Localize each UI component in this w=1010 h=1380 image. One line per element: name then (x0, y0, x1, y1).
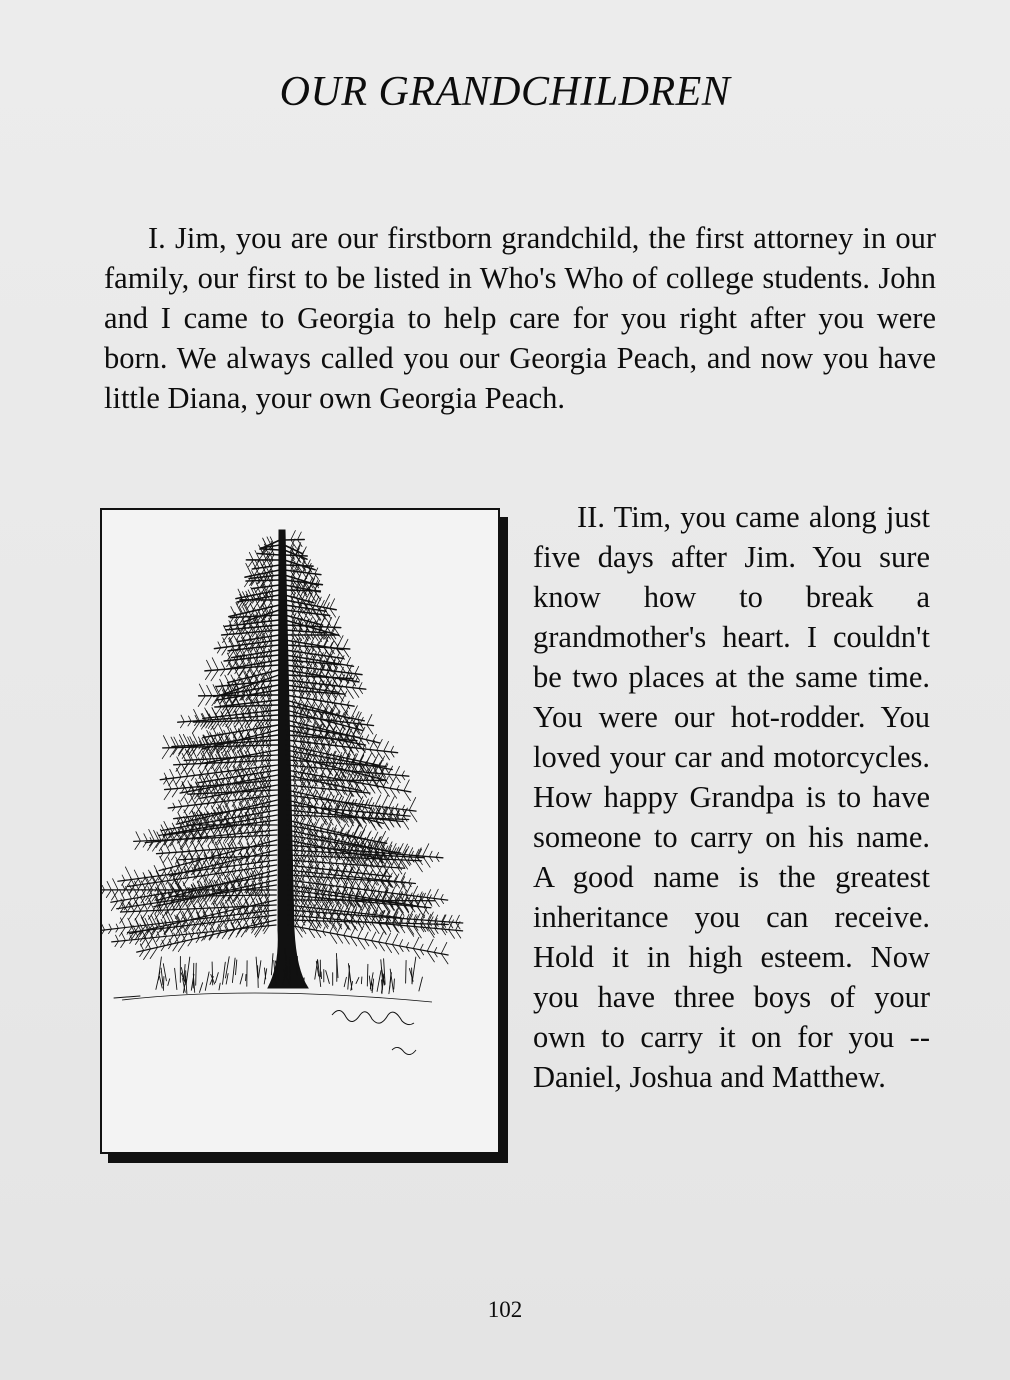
pine-tree-drawing (102, 510, 498, 1152)
paragraph-jim: I. Jim, you are our firstborn grandchild, the first attorney in our family, our first to be listed in Who's Who of college students. John and I came to Georgia to help care for you right after you were born. We always called you our Georgia Peach, and now you have little Diana, your own Georgia Peach. (104, 221, 936, 415)
tree-illustration (100, 508, 500, 1154)
page-title: OUR GRANDCHILDREN (279, 69, 731, 115)
paragraph-tim: II. Tim, you came along just five days after Jim. You sure know how to break a grandmother's heart. I couldn't be two places at the same time. You were our hot-rodder. You loved your car and motorcycles. How happy Grandpa is to have someone to carry on his name. A good name is the greatest inheritance you can receive. Hold it in high esteem. Now you have three boys of your own to carry it on for you -- Daniel, Joshua and Matthew. (533, 500, 930, 1094)
page-number: 102 (487, 1297, 523, 1322)
